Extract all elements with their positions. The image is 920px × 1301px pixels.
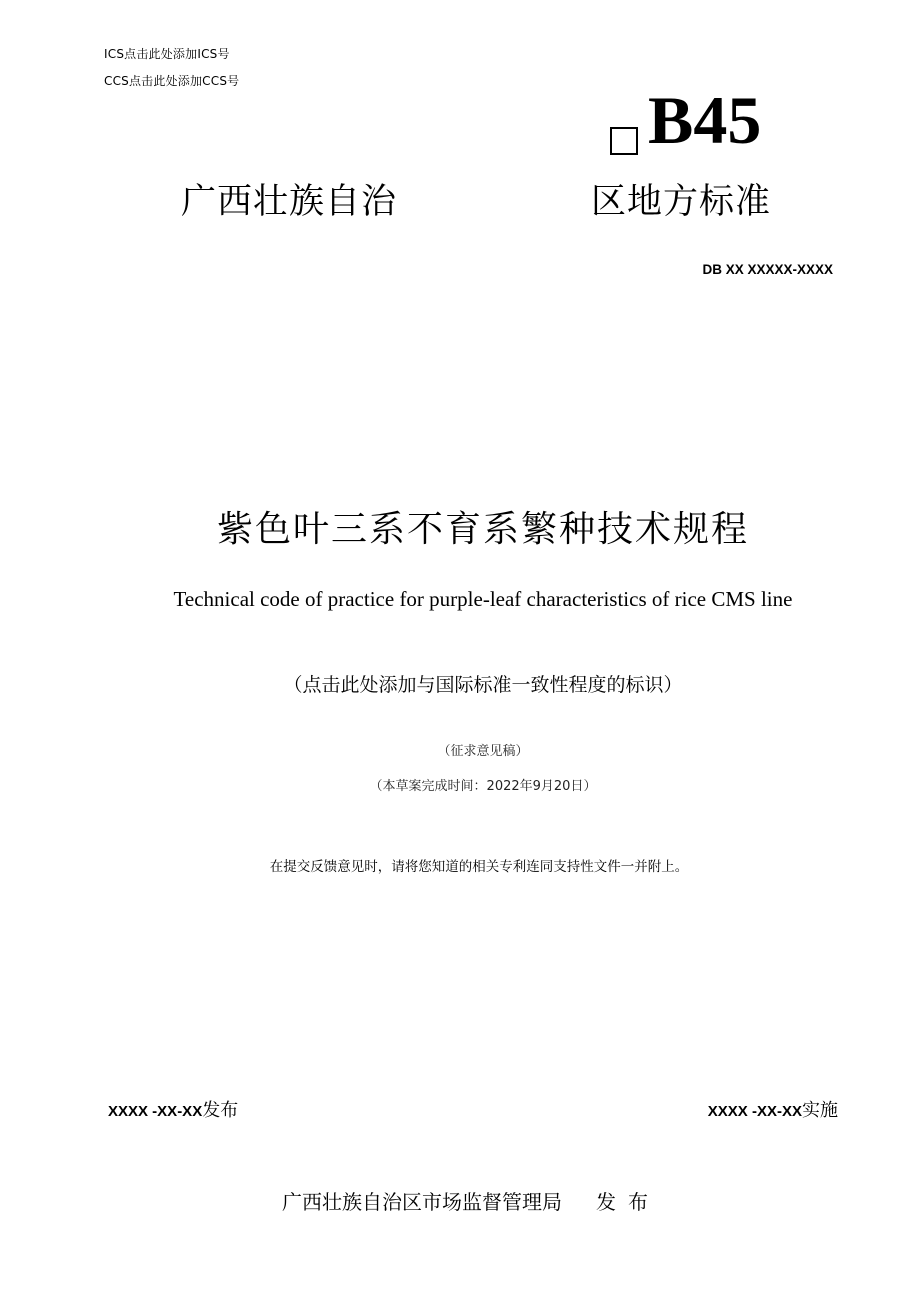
draft-completion-date: （本草案完成时间：2022年9月20日） xyxy=(369,779,597,794)
implement-date-line xyxy=(708,1098,838,1125)
ics-number-placeholder[interactable]: ICS点击此处添加ICS号 xyxy=(104,47,230,61)
standard-type-title-left: 广西壮族自治 xyxy=(181,182,398,222)
issuing-authority: 广西壮族自治区市场监督管理局 xyxy=(282,1190,562,1214)
standard-number: DB XX XXXXX-XXXX xyxy=(702,262,833,277)
implement-label: 实施 xyxy=(802,1100,838,1121)
draft-status: （征求意见稿） xyxy=(437,744,529,759)
standard-category-code: B45 xyxy=(648,82,762,158)
publish-date: XXXX -XX-XX xyxy=(108,1103,203,1120)
patent-feedback-note: 在提交反馈意见时，请将您知道的相关专利连同支持性文件一并附上。 xyxy=(269,859,689,875)
checkbox-square-icon xyxy=(610,127,638,155)
ccs-number-placeholder[interactable]: CCS点击此处添加CCS号 xyxy=(104,74,240,88)
publish-label: 发布 xyxy=(202,1100,239,1121)
issuer-action: 发布 xyxy=(596,1190,660,1214)
issuer-line xyxy=(282,1187,660,1217)
implement-date: XXXX -XX-XX xyxy=(707,1103,802,1120)
document-title: 紫色叶三系不育系繁种技术规程 xyxy=(216,509,749,550)
publish-date-line xyxy=(108,1098,238,1125)
document-english-title: Technical code of practice for purple-leaf characteristics of rice CMS line xyxy=(173,587,793,611)
standard-type-title-right: 区地方标准 xyxy=(591,182,772,222)
international-consistency-placeholder[interactable]: （点击此处添加与国际标准一致性程度的标识） xyxy=(283,674,683,696)
